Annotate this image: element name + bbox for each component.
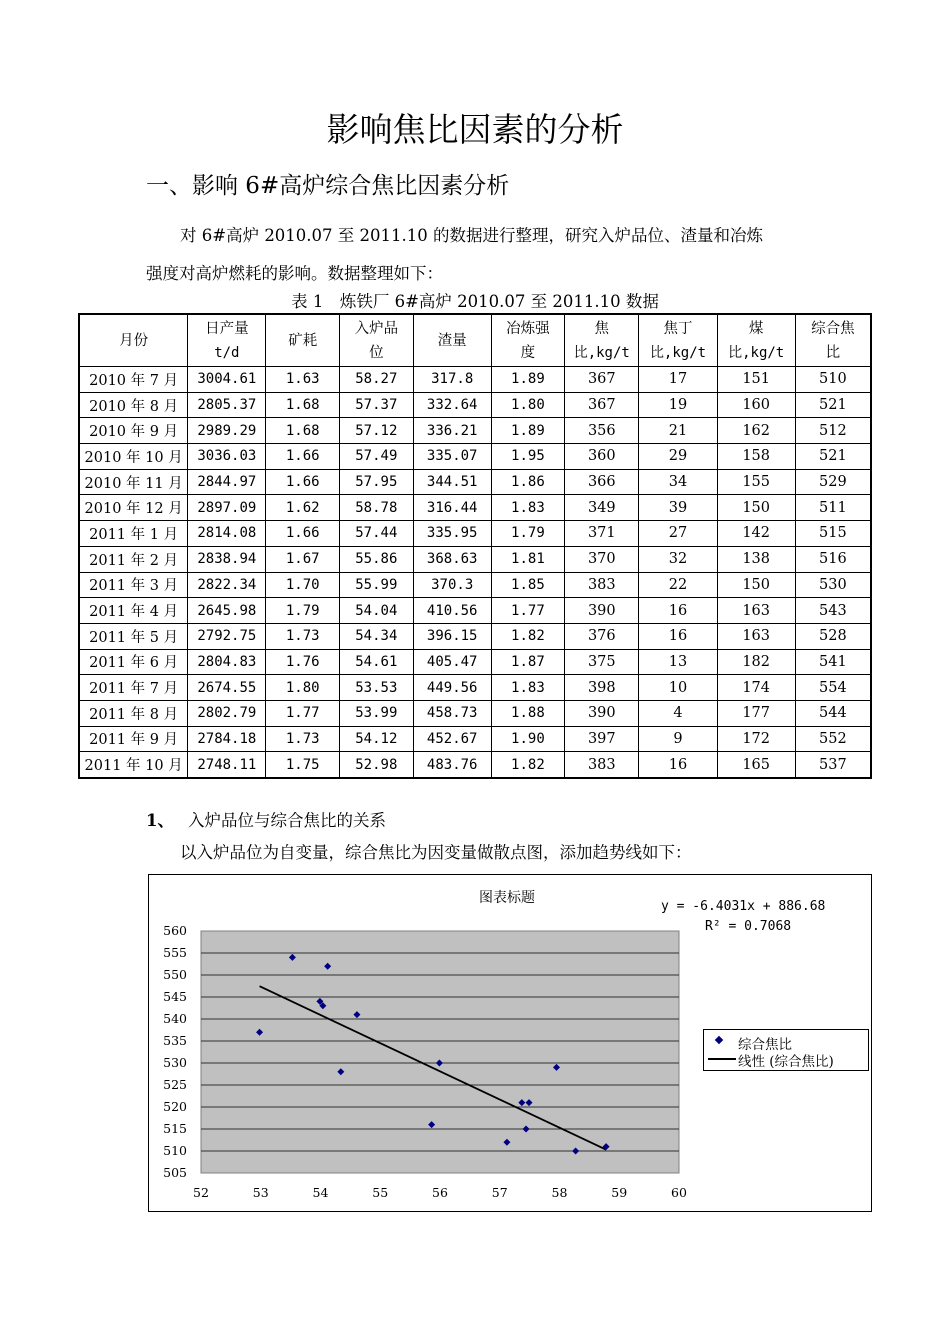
column-header [188,314,266,367]
table-cell: 1.81 [491,546,564,572]
table-row [79,546,871,572]
table-cell: 53.53 [339,675,413,701]
table-cell: 541 [795,649,871,675]
diamond-marker-icon [715,1036,723,1044]
subsection-title: 入炉品位与综合焦比的关系 [187,811,386,830]
y-tick-label: 525 [163,1077,187,1092]
table-cell: 1.63 [266,367,339,393]
table-cell: 316.44 [413,495,491,521]
table-cell: 57.37 [339,392,413,418]
table-cell: 57.49 [339,444,413,470]
month-cell: 2010 年 10 月 [79,444,188,470]
table-cell: 1.73 [266,623,339,649]
table-cell: 1.80 [266,675,339,701]
column-header-line: 日产量 [205,320,249,337]
column-header-line: 度 [520,344,536,361]
column-header [413,314,491,367]
table-cell: 1.73 [266,726,339,752]
column-header [266,314,339,367]
plot-area [201,931,679,1173]
table-cell: 1.77 [266,700,339,726]
column-header [565,314,639,367]
legend-item-series [704,1033,868,1051]
table-cell: 2674.55 [188,675,266,701]
table-cell: 2822.34 [188,572,266,598]
y-tick-label: 555 [163,945,187,960]
table-cell: 158 [717,444,795,470]
table-cell: 1.88 [491,700,564,726]
table-cell: 160 [717,392,795,418]
table-cell: 344.51 [413,469,491,495]
table-cell: 1.82 [491,752,564,778]
table-cell: 16 [639,623,717,649]
table-cell: 55.99 [339,572,413,598]
table-cell: 54.61 [339,649,413,675]
table-cell: 1.75 [266,752,339,778]
table-cell: 332.64 [413,392,491,418]
table-cell: 2804.83 [188,649,266,675]
table-cell: 1.79 [266,598,339,624]
table-cell: 10 [639,675,717,701]
table-cell: 150 [717,572,795,598]
table-cell: 58.78 [339,495,413,521]
table-row [79,495,871,521]
table-cell: 1.66 [266,444,339,470]
month-cell: 2011 年 6 月 [79,649,188,675]
legend-trendline-label: 线性 (综合焦比) [738,1054,834,1070]
table-cell: 17 [639,367,717,393]
table-cell: 2645.98 [188,598,266,624]
table-cell: 375 [565,649,639,675]
x-tick-label: 54 [312,1185,329,1200]
table-row [79,367,871,393]
table-cell: 9 [639,726,717,752]
table-cell: 366 [565,469,639,495]
x-tick-label: 55 [372,1185,389,1200]
column-header-line: 矿耗 [288,332,318,349]
table-cell: 54.34 [339,623,413,649]
table-cell: 177 [717,700,795,726]
data-table [78,313,872,779]
table-cell: 1.80 [491,392,564,418]
table-cell: 1.70 [266,572,339,598]
table-cell: 376 [565,623,639,649]
table-cell: 360 [565,444,639,470]
table-cell: 174 [717,675,795,701]
y-tick-label: 550 [163,967,187,982]
table-cell: 16 [639,752,717,778]
y-tick-label: 520 [163,1099,187,1114]
table-cell: 2805.37 [188,392,266,418]
column-header-line: 比,kg/t [573,344,630,361]
table-cell: 383 [565,572,639,598]
table-cell: 512 [795,418,871,444]
chart-intro-paragraph: 以入炉品位为自变量，综合焦比为因变量做散点图，添加趋势线如下： [180,843,692,862]
table-cell: 27 [639,521,717,547]
table-row [79,649,871,675]
table-cell: 1.62 [266,495,339,521]
month-cell: 2011 年 7 月 [79,675,188,701]
table-cell: 13 [639,649,717,675]
table-cell: 163 [717,598,795,624]
column-header [717,314,795,367]
column-header-line: 冶炼强 [506,320,550,337]
table-cell: 483.76 [413,752,491,778]
table-cell: 390 [565,598,639,624]
table-cell: 2897.09 [188,495,266,521]
table-caption: 表 1 炼铁厂 6#高炉 2010.07 至 2011.10 数据 [291,292,659,311]
column-header-line: 比 [825,344,841,361]
table-row [79,726,871,752]
table-cell: 449.56 [413,675,491,701]
x-tick-label: 53 [252,1185,269,1200]
table-cell: 57.95 [339,469,413,495]
table-cell: 29 [639,444,717,470]
table-cell: 21 [639,418,717,444]
table-cell: 1.95 [491,444,564,470]
column-header-line: 位 [369,344,384,361]
table-cell: 16 [639,598,717,624]
column-header [491,314,564,367]
y-tick-label: 545 [163,989,187,1004]
table-cell: 2792.75 [188,623,266,649]
table-cell: 1.86 [491,469,564,495]
table-cell: 367 [565,367,639,393]
table-cell: 1.68 [266,418,339,444]
column-header-line: 焦丁 [663,320,693,337]
intro-paragraph-line1: 对 6#高炉 2010.07 至 2011.10 的数据进行整理，研究入炉品位、渣量和冶炼 [180,226,764,245]
table-cell: 151 [717,367,795,393]
table-cell: 1.77 [491,598,564,624]
table-row [79,675,871,701]
table-cell: 528 [795,623,871,649]
table-row [79,700,871,726]
column-header-line: 综合焦 [811,320,855,337]
table-cell: 510 [795,367,871,393]
line-swatch-icon [708,1058,736,1060]
month-cell: 2011 年 4 月 [79,598,188,624]
table-cell: 2838.94 [188,546,266,572]
x-tick-label: 60 [671,1185,687,1200]
subsection-heading [146,807,386,831]
table-cell: 3036.03 [188,444,266,470]
table-cell: 1.79 [491,521,564,547]
table-cell: 54.12 [339,726,413,752]
table-cell: 53.99 [339,700,413,726]
table-cell: 530 [795,572,871,598]
y-tick-label: 515 [163,1121,187,1136]
table-cell: 155 [717,469,795,495]
table-cell: 150 [717,495,795,521]
column-header [79,314,188,367]
column-header-line: 月份 [119,332,149,349]
column-header [795,314,871,367]
table-cell: 511 [795,495,871,521]
table-cell: 39 [639,495,717,521]
table-cell: 2989.29 [188,418,266,444]
table-row [79,392,871,418]
table-row [79,598,871,624]
trendline-equation: y = -6.4031x + 886.68 [661,899,826,914]
table-cell: 3004.61 [188,367,266,393]
table-cell: 54.04 [339,598,413,624]
table-cell: 4 [639,700,717,726]
table-cell: 370 [565,546,639,572]
table-cell: 356 [565,418,639,444]
table-row [79,572,871,598]
month-cell: 2011 年 1 月 [79,521,188,547]
column-header-line: 比,kg/t [728,344,785,361]
month-cell: 2010 年 7 月 [79,367,188,393]
table-cell: 398 [565,675,639,701]
table-cell: 383 [565,752,639,778]
column-header-line: 比,kg/t [649,344,707,361]
table-cell: 367 [565,392,639,418]
month-cell: 2010 年 12 月 [79,495,188,521]
column-header-line: 入炉品 [354,320,399,337]
month-cell: 2011 年 9 月 [79,726,188,752]
column-header-line: 焦 [594,320,610,337]
legend-series-label: 综合焦比 [738,1037,792,1053]
table-cell: 57.44 [339,521,413,547]
table-cell: 1.87 [491,649,564,675]
table-cell: 554 [795,675,871,701]
table-row [79,444,871,470]
table-cell: 19 [639,392,717,418]
table-cell: 1.68 [266,392,339,418]
table-cell: 537 [795,752,871,778]
column-header-line: t/d [214,344,240,361]
table-cell: 2784.18 [188,726,266,752]
table-cell: 182 [717,649,795,675]
legend-item-trendline [704,1050,868,1068]
table-cell: 2802.79 [188,700,266,726]
table-cell: 142 [717,521,795,547]
table-cell: 552 [795,726,871,752]
table-cell: 405.47 [413,649,491,675]
trendline-r-squared: R² = 0.7068 [705,919,792,934]
table-cell: 458.73 [413,700,491,726]
section-heading: 一、影响 6#高炉综合焦比因素分析 [146,173,510,199]
y-tick-label: 560 [163,923,187,938]
y-tick-label: 510 [163,1143,187,1158]
table-row [79,623,871,649]
table-cell: 52.98 [339,752,413,778]
table-cell: 1.76 [266,649,339,675]
month-cell: 2011 年 8 月 [79,700,188,726]
table-cell: 1.83 [491,675,564,701]
chart-legend [703,1029,869,1071]
x-tick-label: 58 [551,1185,568,1200]
table-cell: 1.85 [491,572,564,598]
month-cell: 2011 年 5 月 [79,623,188,649]
table-cell: 516 [795,546,871,572]
table-cell: 410.56 [413,598,491,624]
column-header [339,314,413,367]
table-cell: 2844.97 [188,469,266,495]
table-cell: 521 [795,444,871,470]
month-cell: 2010 年 11 月 [79,469,188,495]
table-cell: 335.95 [413,521,491,547]
intro-paragraph-line2: 强度对高炉燃耗的影响。数据整理如下： [146,264,443,283]
x-tick-label: 52 [193,1185,209,1200]
table-cell: 1.89 [491,418,564,444]
table-cell: 521 [795,392,871,418]
document-title: 影响焦比因素的分析 [326,110,624,149]
y-tick-label: 540 [163,1011,187,1026]
table-cell: 544 [795,700,871,726]
table-cell: 349 [565,495,639,521]
table-cell: 34 [639,469,717,495]
table-cell: 57.12 [339,418,413,444]
y-tick-label: 535 [163,1033,187,1048]
month-cell: 2011 年 2 月 [79,546,188,572]
table-cell: 397 [565,726,639,752]
month-cell: 2010 年 8 月 [79,392,188,418]
chart-title: 图表标题 [479,890,535,906]
table-row [79,469,871,495]
table-cell: 335.07 [413,444,491,470]
month-cell: 2011 年 10 月 [79,752,188,778]
table-cell: 1.82 [491,623,564,649]
table-cell: 1.83 [491,495,564,521]
table-cell: 543 [795,598,871,624]
x-tick-label: 56 [432,1185,448,1200]
table-cell: 390 [565,700,639,726]
y-tick-label: 505 [163,1165,187,1180]
table-cell: 162 [717,418,795,444]
table-cell: 529 [795,469,871,495]
table-cell: 1.67 [266,546,339,572]
table-cell: 172 [717,726,795,752]
x-tick-label: 57 [491,1185,508,1200]
table-cell: 163 [717,623,795,649]
table-cell: 2814.08 [188,521,266,547]
table-row [79,418,871,444]
column-header [639,314,717,367]
table-cell: 58.27 [339,367,413,393]
table-cell: 396.15 [413,623,491,649]
subsection-number: 1、 [146,811,174,830]
y-tick-label: 530 [163,1055,187,1070]
table-cell: 1.66 [266,469,339,495]
table-cell: 370.3 [413,572,491,598]
table-cell: 138 [717,546,795,572]
table-row [79,752,871,778]
x-tick-label: 59 [611,1185,628,1200]
column-header-line: 渣量 [437,332,467,349]
month-cell: 2010 年 9 月 [79,418,188,444]
table-cell: 1.90 [491,726,564,752]
column-header-line: 煤 [748,320,764,337]
table-cell: 1.66 [266,521,339,547]
table-cell: 22 [639,572,717,598]
table-cell: 371 [565,521,639,547]
table-row [79,521,871,547]
table-cell: 317.8 [413,367,491,393]
table-cell: 452.67 [413,726,491,752]
table-header-row [79,314,871,367]
table-cell: 165 [717,752,795,778]
table-cell: 368.63 [413,546,491,572]
table-cell: 515 [795,521,871,547]
scatter-chart [148,874,872,1212]
table-cell: 2748.11 [188,752,266,778]
table-cell: 32 [639,546,717,572]
table-cell: 336.21 [413,418,491,444]
table-cell: 55.86 [339,546,413,572]
table-cell: 1.89 [491,367,564,393]
month-cell: 2011 年 3 月 [79,572,188,598]
